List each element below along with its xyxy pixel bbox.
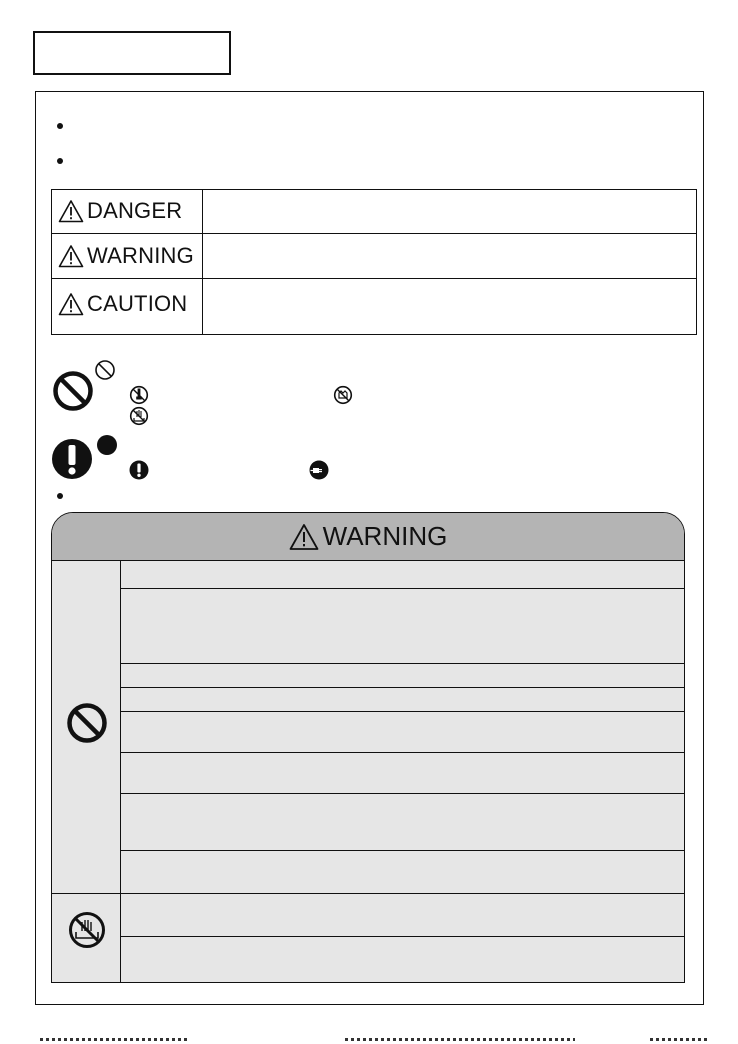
warning-row-separator xyxy=(120,588,684,589)
warning-label xyxy=(58,243,194,269)
caution-label xyxy=(58,291,187,317)
warning-icon-column-divider xyxy=(120,560,121,982)
no-water-icon xyxy=(129,406,149,426)
warning-row-separator xyxy=(120,936,684,937)
warning-label-text: WARNING xyxy=(87,243,194,268)
warning-row-separator xyxy=(120,711,684,712)
warning-triangle-icon xyxy=(58,244,84,268)
warning-row-separator xyxy=(120,663,684,664)
hazard-row-separator xyxy=(52,233,696,234)
caution-label-text: CAUTION xyxy=(87,291,188,316)
page-edge-mark xyxy=(345,1038,575,1041)
prohibition-icon xyxy=(66,702,108,744)
warning-triangle-icon xyxy=(58,292,84,316)
warning-row-separator xyxy=(120,752,684,753)
warning-triangle-icon xyxy=(58,199,84,223)
hazard-level-table xyxy=(51,189,697,335)
no-water-icon xyxy=(68,911,106,949)
no-wet-hands-icon xyxy=(333,385,353,405)
danger-label xyxy=(58,198,182,224)
no-disassembly-icon xyxy=(129,385,149,405)
hazard-table-divider xyxy=(202,190,203,334)
mandatory-icon xyxy=(51,438,93,480)
mandatory-icon xyxy=(129,460,149,480)
prohibition-icon xyxy=(52,370,94,412)
warning-row-separator xyxy=(120,850,684,851)
warning-row-separator xyxy=(120,793,684,794)
legend-bullet xyxy=(57,493,63,499)
warning-panel xyxy=(51,512,685,983)
hazard-row-separator xyxy=(52,278,696,279)
warning-panel-title: WARNING xyxy=(322,521,448,551)
warning-row-separator xyxy=(120,687,684,688)
intro-bullet-1 xyxy=(57,123,63,129)
warning-panel-header xyxy=(52,513,684,561)
danger-label-text: DANGER xyxy=(87,198,183,223)
intro-bullet-2 xyxy=(57,158,63,164)
section-title-box xyxy=(33,31,231,75)
unplug-icon xyxy=(309,460,329,480)
warning-triangle-icon xyxy=(289,523,319,551)
page-edge-mark xyxy=(650,1038,710,1041)
prohibition-small-icon xyxy=(94,359,116,381)
warning-group-separator xyxy=(52,893,684,894)
page-edge-mark xyxy=(40,1038,190,1041)
mandatory-small-icon xyxy=(96,434,118,456)
